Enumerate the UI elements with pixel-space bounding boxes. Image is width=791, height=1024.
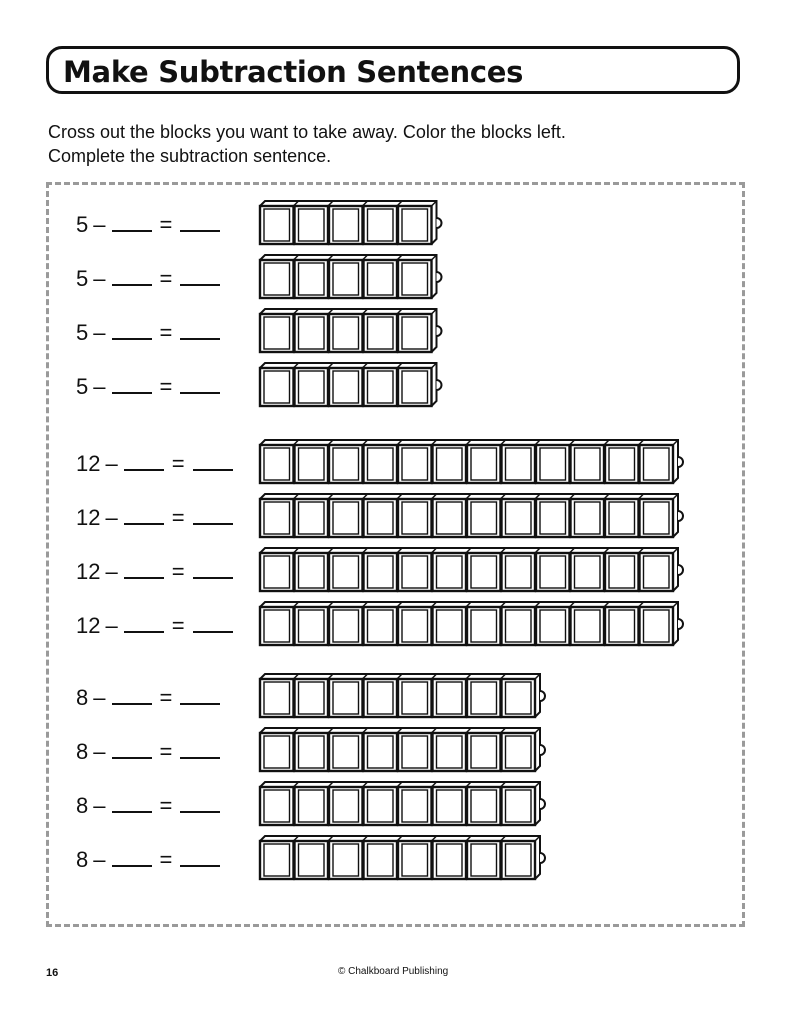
subtraction-sentence bbox=[76, 685, 226, 711]
cube-block[interactable] bbox=[433, 841, 467, 879]
equals-sign: = bbox=[159, 793, 173, 818]
subtraction-sentence bbox=[76, 559, 239, 585]
cube-block[interactable] bbox=[502, 733, 536, 771]
cube-block[interactable] bbox=[398, 499, 432, 537]
minus-sign: – bbox=[105, 559, 118, 584]
cube-block[interactable] bbox=[571, 445, 605, 483]
cube-strip bbox=[259, 671, 551, 723]
cube-block[interactable] bbox=[329, 679, 363, 717]
cube-strip bbox=[259, 545, 689, 597]
start-number: 8 bbox=[76, 739, 89, 764]
minus-sign: – bbox=[105, 451, 118, 476]
start-number: 12 bbox=[76, 559, 101, 584]
cube-block[interactable] bbox=[640, 499, 674, 537]
difference-blank[interactable] bbox=[180, 849, 220, 867]
cube-block[interactable] bbox=[467, 679, 501, 717]
instruction-line-1: Cross out the blocks you want to take away. Color the blocks left. bbox=[48, 122, 566, 142]
subtraction-sentence bbox=[76, 374, 226, 400]
cube-block[interactable] bbox=[640, 445, 674, 483]
cube-block[interactable] bbox=[467, 607, 501, 645]
cube-block[interactable] bbox=[467, 499, 501, 537]
equals-sign: = bbox=[159, 320, 173, 345]
cube-block[interactable] bbox=[260, 841, 294, 879]
cube-block[interactable] bbox=[398, 445, 432, 483]
subtrahend-blank[interactable] bbox=[112, 268, 152, 286]
subtrahend-blank[interactable] bbox=[112, 322, 152, 340]
equals-sign: = bbox=[159, 266, 173, 291]
cube-block[interactable] bbox=[605, 499, 639, 537]
cube-block[interactable] bbox=[329, 733, 363, 771]
cube-block[interactable] bbox=[433, 607, 467, 645]
equals-sign: = bbox=[159, 212, 173, 237]
page-title: Make Subtraction Sentences bbox=[63, 55, 524, 89]
cube-block[interactable] bbox=[329, 206, 363, 244]
cube-block[interactable] bbox=[364, 314, 398, 352]
cube-block[interactable] bbox=[260, 679, 294, 717]
cube-strip bbox=[259, 306, 448, 358]
minus-sign: – bbox=[105, 505, 118, 530]
cube-block[interactable] bbox=[295, 445, 329, 483]
cube-block[interactable] bbox=[329, 368, 363, 406]
equals-sign: = bbox=[171, 505, 185, 530]
subtraction-sentence bbox=[76, 266, 226, 292]
cube-block[interactable] bbox=[571, 607, 605, 645]
instruction-line-2: Complete the subtraction sentence. bbox=[48, 146, 332, 166]
subtrahend-blank[interactable] bbox=[112, 214, 152, 232]
equals-sign: = bbox=[159, 685, 173, 710]
cube-block[interactable] bbox=[364, 733, 398, 771]
cube-block[interactable] bbox=[467, 841, 501, 879]
cube-block[interactable] bbox=[364, 368, 398, 406]
cube-block[interactable] bbox=[295, 314, 329, 352]
cube-block[interactable] bbox=[329, 314, 363, 352]
subtraction-sentence bbox=[76, 451, 239, 477]
cube-block[interactable] bbox=[398, 553, 432, 591]
subtraction-sentence bbox=[76, 793, 226, 819]
cube-block[interactable] bbox=[502, 553, 536, 591]
subtraction-sentence bbox=[76, 505, 239, 531]
cube-strip bbox=[259, 198, 448, 250]
subtrahend-blank[interactable] bbox=[112, 741, 152, 759]
cube-block[interactable] bbox=[605, 607, 639, 645]
cube-block[interactable] bbox=[502, 499, 536, 537]
cube-block[interactable] bbox=[260, 368, 294, 406]
subtrahend-blank[interactable] bbox=[112, 376, 152, 394]
cube-block[interactable] bbox=[467, 733, 501, 771]
start-number: 12 bbox=[76, 505, 101, 530]
cube-block[interactable] bbox=[398, 260, 432, 298]
subtraction-sentence bbox=[76, 739, 226, 765]
cube-block[interactable] bbox=[364, 787, 398, 825]
equals-sign: = bbox=[159, 847, 173, 872]
cube-block[interactable] bbox=[295, 499, 329, 537]
cube-block[interactable] bbox=[295, 553, 329, 591]
difference-blank[interactable] bbox=[180, 322, 220, 340]
subtraction-sentence bbox=[76, 212, 226, 238]
cube-block[interactable] bbox=[295, 787, 329, 825]
cube-block[interactable] bbox=[433, 499, 467, 537]
cube-strip bbox=[259, 360, 448, 412]
cube-block[interactable] bbox=[605, 445, 639, 483]
difference-blank[interactable] bbox=[193, 453, 233, 471]
subtraction-sentence bbox=[76, 847, 226, 873]
equals-sign: = bbox=[171, 451, 185, 476]
copyright: © Chalkboard Publishing bbox=[338, 966, 449, 977]
cube-block[interactable] bbox=[329, 260, 363, 298]
equals-sign: = bbox=[159, 374, 173, 399]
start-number: 12 bbox=[76, 613, 101, 638]
difference-blank[interactable] bbox=[193, 507, 233, 525]
minus-sign: – bbox=[93, 847, 106, 872]
start-number: 5 bbox=[76, 266, 89, 291]
cube-block[interactable] bbox=[398, 679, 432, 717]
cube-block[interactable] bbox=[398, 733, 432, 771]
cube-block[interactable] bbox=[536, 553, 570, 591]
cube-block[interactable] bbox=[536, 499, 570, 537]
instructions bbox=[48, 120, 728, 168]
cube-block[interactable] bbox=[398, 787, 432, 825]
cube-block[interactable] bbox=[260, 499, 294, 537]
equals-sign: = bbox=[159, 739, 173, 764]
cube-block[interactable] bbox=[295, 368, 329, 406]
cube-block[interactable] bbox=[502, 679, 536, 717]
cube-block[interactable] bbox=[433, 553, 467, 591]
subtraction-sentence bbox=[76, 613, 239, 639]
minus-sign: – bbox=[93, 212, 106, 237]
start-number: 5 bbox=[76, 212, 89, 237]
difference-blank[interactable] bbox=[180, 741, 220, 759]
cube-block[interactable] bbox=[260, 733, 294, 771]
difference-blank[interactable] bbox=[193, 561, 233, 579]
cube-block[interactable] bbox=[364, 679, 398, 717]
start-number: 5 bbox=[76, 374, 89, 399]
cube-strip bbox=[259, 252, 448, 304]
cube-block[interactable] bbox=[571, 499, 605, 537]
cube-block[interactable] bbox=[640, 607, 674, 645]
cube-block[interactable] bbox=[502, 787, 536, 825]
cube-block[interactable] bbox=[329, 841, 363, 879]
cube-block[interactable] bbox=[502, 841, 536, 879]
difference-blank[interactable] bbox=[180, 687, 220, 705]
cube-block[interactable] bbox=[364, 607, 398, 645]
cube-block[interactable] bbox=[260, 607, 294, 645]
difference-blank[interactable] bbox=[180, 795, 220, 813]
cube-block[interactable] bbox=[295, 260, 329, 298]
difference-blank[interactable] bbox=[180, 214, 220, 232]
cube-block[interactable] bbox=[260, 206, 294, 244]
minus-sign: – bbox=[93, 739, 106, 764]
cube-block[interactable] bbox=[329, 607, 363, 645]
cube-block[interactable] bbox=[295, 733, 329, 771]
cube-block[interactable] bbox=[364, 553, 398, 591]
cube-block[interactable] bbox=[398, 368, 432, 406]
cube-block[interactable] bbox=[398, 314, 432, 352]
start-number: 8 bbox=[76, 685, 89, 710]
cube-block[interactable] bbox=[260, 445, 294, 483]
cube-block[interactable] bbox=[433, 787, 467, 825]
cube-block[interactable] bbox=[467, 787, 501, 825]
cube-strip bbox=[259, 779, 551, 831]
cube-block[interactable] bbox=[329, 499, 363, 537]
cube-block[interactable] bbox=[329, 553, 363, 591]
minus-sign: – bbox=[93, 685, 106, 710]
subtrahend-blank[interactable] bbox=[124, 453, 164, 471]
cube-strip bbox=[259, 833, 551, 885]
minus-sign: – bbox=[93, 320, 106, 345]
cube-block[interactable] bbox=[605, 553, 639, 591]
subtrahend-blank[interactable] bbox=[124, 507, 164, 525]
difference-blank[interactable] bbox=[180, 376, 220, 394]
cube-block[interactable] bbox=[433, 679, 467, 717]
cube-block[interactable] bbox=[536, 607, 570, 645]
equals-sign: = bbox=[171, 559, 185, 584]
start-number: 5 bbox=[76, 320, 89, 345]
difference-blank[interactable] bbox=[193, 615, 233, 633]
cube-block[interactable] bbox=[571, 553, 605, 591]
cube-strip bbox=[259, 491, 689, 543]
subtraction-sentence bbox=[76, 320, 226, 346]
equals-sign: = bbox=[171, 613, 185, 638]
subtrahend-blank[interactable] bbox=[112, 795, 152, 813]
difference-blank[interactable] bbox=[180, 268, 220, 286]
title-box bbox=[46, 46, 740, 94]
cube-block[interactable] bbox=[502, 607, 536, 645]
cube-block[interactable] bbox=[260, 260, 294, 298]
cube-block[interactable] bbox=[295, 841, 329, 879]
cube-block[interactable] bbox=[260, 553, 294, 591]
cube-block[interactable] bbox=[398, 607, 432, 645]
start-number: 12 bbox=[76, 451, 101, 476]
minus-sign: – bbox=[93, 266, 106, 291]
minus-sign: – bbox=[93, 374, 106, 399]
subtrahend-blank[interactable] bbox=[124, 615, 164, 633]
cube-block[interactable] bbox=[536, 445, 570, 483]
cube-block[interactable] bbox=[260, 787, 294, 825]
cube-block[interactable] bbox=[329, 445, 363, 483]
cube-strip bbox=[259, 725, 551, 777]
cube-block[interactable] bbox=[364, 841, 398, 879]
cube-block[interactable] bbox=[364, 206, 398, 244]
cube-strip bbox=[259, 599, 689, 651]
cube-strip bbox=[259, 437, 689, 489]
cube-block[interactable] bbox=[295, 206, 329, 244]
subtrahend-blank[interactable] bbox=[112, 849, 152, 867]
cube-block[interactable] bbox=[467, 445, 501, 483]
cube-block[interactable] bbox=[502, 445, 536, 483]
minus-sign: – bbox=[105, 613, 118, 638]
cube-block[interactable] bbox=[295, 607, 329, 645]
cube-block[interactable] bbox=[364, 499, 398, 537]
cube-block[interactable] bbox=[398, 206, 432, 244]
subtrahend-blank[interactable] bbox=[112, 687, 152, 705]
cube-block[interactable] bbox=[467, 553, 501, 591]
cube-block[interactable] bbox=[295, 679, 329, 717]
cube-block[interactable] bbox=[364, 445, 398, 483]
page-number: 16 bbox=[46, 967, 59, 979]
minus-sign: – bbox=[93, 793, 106, 818]
cube-block[interactable] bbox=[433, 733, 467, 771]
cube-block[interactable] bbox=[260, 314, 294, 352]
start-number: 8 bbox=[76, 847, 89, 872]
cube-block[interactable] bbox=[433, 445, 467, 483]
cube-block[interactable] bbox=[640, 553, 674, 591]
cube-block[interactable] bbox=[398, 841, 432, 879]
cube-block[interactable] bbox=[364, 260, 398, 298]
cube-block[interactable] bbox=[329, 787, 363, 825]
start-number: 8 bbox=[76, 793, 89, 818]
subtrahend-blank[interactable] bbox=[124, 561, 164, 579]
